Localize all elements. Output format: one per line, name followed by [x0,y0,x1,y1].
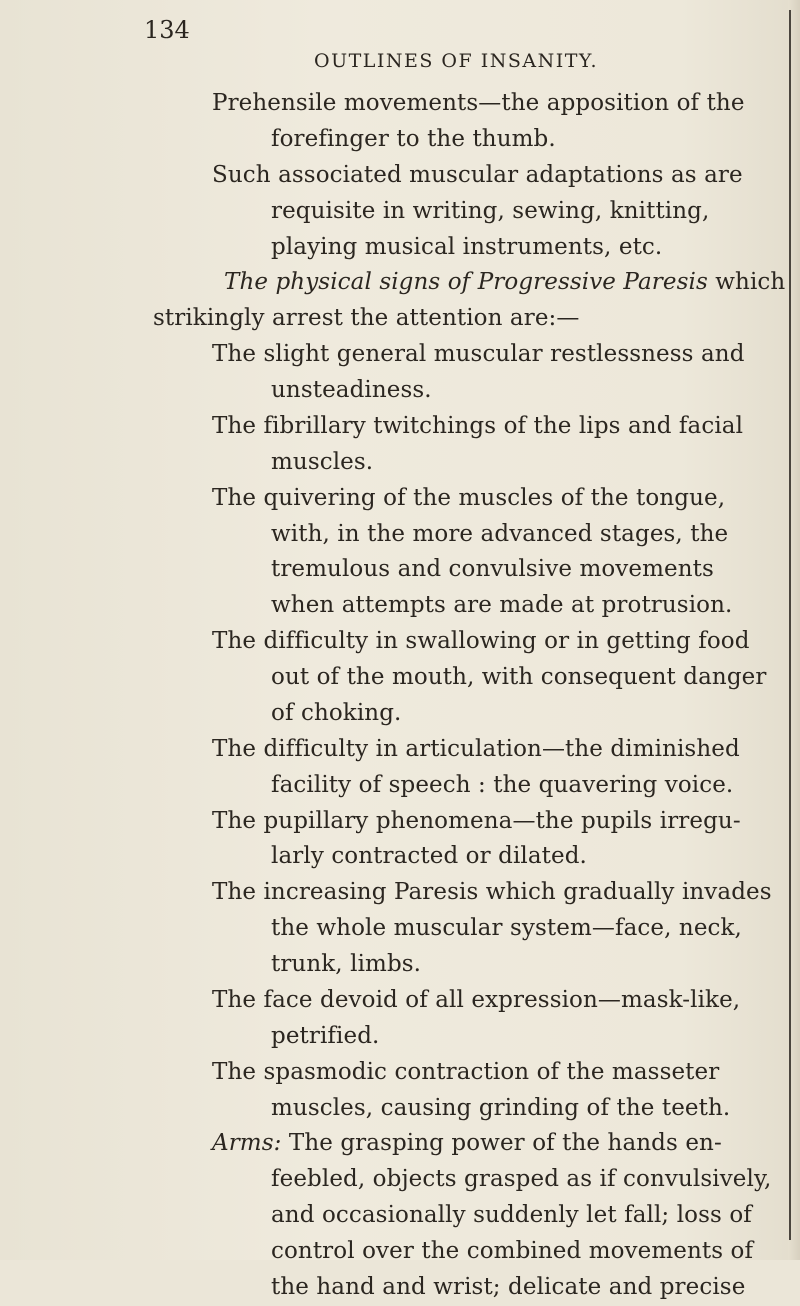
running-title: OUTLINES OF INSANITY. [314,50,599,72]
section-heading-continuation: which [707,269,786,296]
text-line: larly contracted or dilated. [271,843,587,870]
text-line: The difficulty in swallowing or in getting food [212,628,750,655]
text-line: requisite in writing, sewing, knitting, [271,197,710,224]
text-line: The quivering of the muscles of the tongue, [212,484,726,511]
page-number: 134 [144,16,190,44]
text-line: muscles, causing grinding of the teeth. [271,1094,731,1121]
text-line: and occasionally suddenly let fall; loss of [271,1202,752,1229]
text-line: Such associated muscular adaptations as are [212,161,743,188]
text-line: of choking. [271,699,402,726]
text-line: unsteadiness. [271,377,432,403]
text-line: feebled, objects grasped as if convulsively, [271,1166,772,1193]
text-line: the whole muscular system—face, neck, [271,915,742,942]
arms-line [212,1126,752,1162]
text-line: The increasing Paresis which gradually invades [212,879,772,906]
text-line: The face devoid of all expression—mask-like, [212,986,741,1013]
arms-text: The grasping power of the hands en- [281,1130,722,1157]
text-line: The slight general muscular restlessness and [212,341,745,368]
text-line: the hand and wrist; delicate and precise [271,1273,746,1300]
text-line: forefinger to the thumb. [271,125,556,152]
text-line: petrified. [271,1022,380,1049]
text-line: trunk, limbs. [271,951,422,977]
text-line: The spasmodic contraction of the masseter [212,1058,720,1085]
text-line: Prehensile movements—the apposition of the [212,90,745,116]
text-line: control over the combined movements of [271,1238,754,1264]
arms-label: Arms: [212,1130,282,1157]
section-heading: The physical signs of Progressive Paresis [224,269,708,296]
text-line: when attempts are made at protrusion. [271,592,733,619]
text-line: tremulous and convulsive movements [271,556,714,583]
text-line: with, in the more advanced stages, the [271,520,729,547]
text-line: The pupillary phenomena—the pupils irregu- [212,807,741,834]
text-line: The difficulty in articulation—the diminished [212,735,740,762]
text-line: muscles. [271,448,374,475]
text-line: strikingly arrest the attention are:— [153,305,580,332]
body-text [153,86,786,1306]
text-line: The fibrillary twitchings of the lips and facial [212,412,744,439]
section-intro-line [224,265,786,301]
text-line: out of the mouth, with consequent danger [271,664,767,690]
text-line: playing musical instruments, etc. [271,233,663,260]
page-edge-line [789,10,791,1240]
text-line: facility of speech : the quavering voice. [271,771,734,798]
